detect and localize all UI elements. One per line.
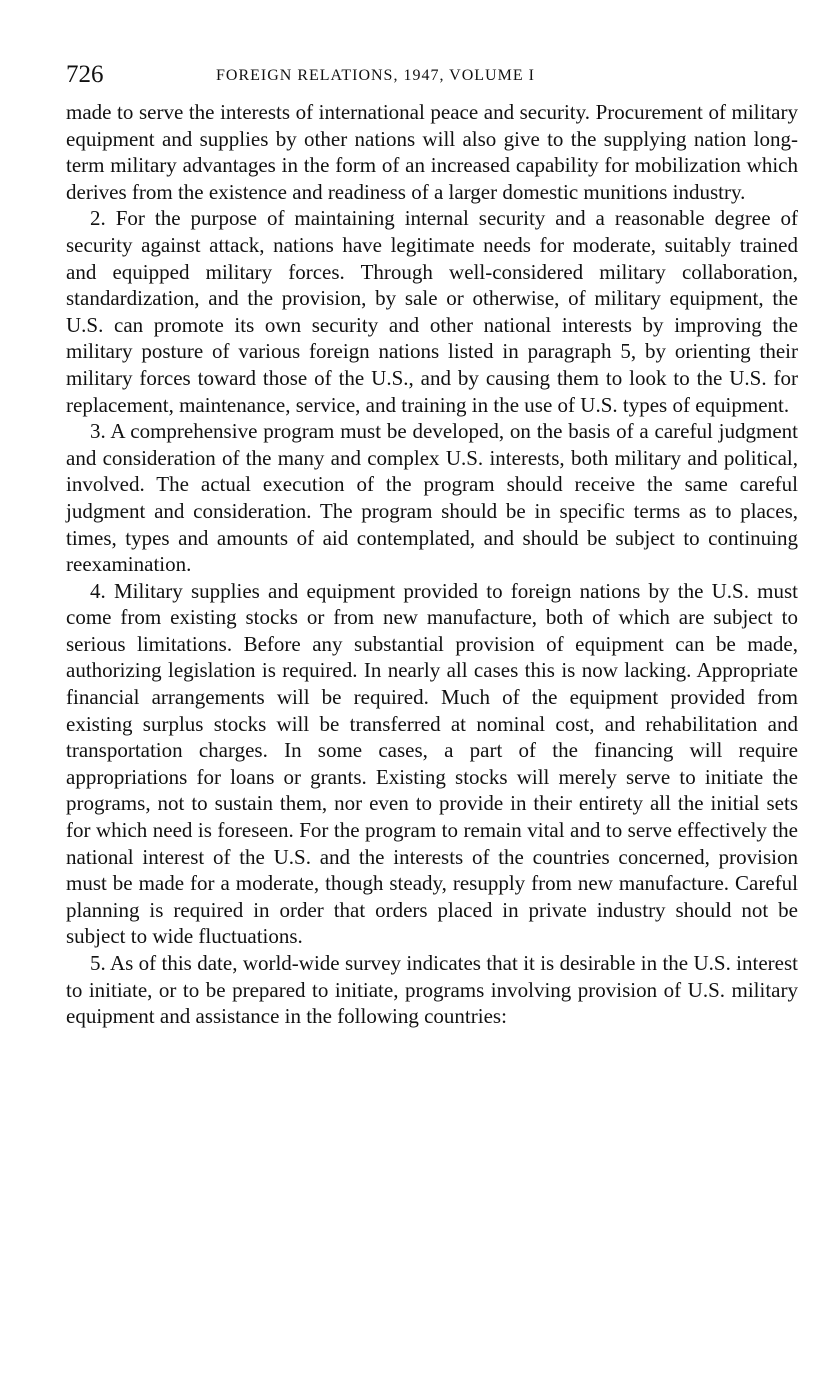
document-page bbox=[66, 58, 798, 1030]
body-text bbox=[66, 99, 798, 1030]
paragraph-3: 3. A comprehensive program must be developed, on the basis of a careful judgment and consideration of the many and complex U.S. interests, both military and political, involved. The actual execution of the program should receive the same careful judgment and consideration. The program should be in specific terms as to places, times, types and amounts of aid contemplated, and should be subject to continuing reexamination. bbox=[66, 419, 798, 577]
paragraph-4: 4. Military supplies and equipment provided to foreign nations by the U.S. must come from existing stocks or from new manufacture, both of which are subject to serious limitations. Before any substantial provision of equipment can be made, authorizing legislation is required. In nearly all cases this is now lacking. Appropriate financial arrangements will be required. Much of the equipment provided from existing surplus stocks will be transferred at nominal cost, and rehabilitation and transportation charges. In some cases, a part of the financing will require appropriations for loans or grants. Existing stocks will merely serve to initiate the programs, not to sustain them, nor even to provide in their entirety all the initial sets for which need is foreseen. For the program to remain vital and to serve effectively the national interest of the U.S. and the interests of the countries concerned, provision must be made for a moderate, though steady, resupply from new manufacture. Careful planning is required in order that orders placed in private industry should not be subject to wide fluctuations. bbox=[66, 578, 798, 949]
page-header bbox=[66, 58, 798, 92]
paragraph-continuation: made to serve the interests of international peace and security. Procurement of military equipment and supplies by other nations will also give to the supplying nation long-term military advantages in the form of an increased capability for mobilization which derives from the existence and readiness of a larger domestic munitions industry. bbox=[66, 100, 798, 204]
paragraph-2: 2. For the purpose of maintaining internal security and a reasonable degree of security against attack, nations have legitimate needs for moderate, suitably trained and equipped military forces. Through well-considered military collaboration, standardization, and the provision, by sale or otherwise, of military equipment, the U.S. can promote its own security and other national interests by improving the military posture of various foreign nations listed in paragraph 5, by orienting their military forces toward those of the U.S., and by causing them to look to the U.S. for replacement, maintenance, service, and training in the use of U.S. types of equipment. bbox=[66, 206, 798, 417]
page-number: 726 bbox=[66, 61, 104, 88]
paragraph-5: 5. As of this date, world-wide survey indicates that it is desirable in the U.S. interest to initiate, or to be prepared to initiate, programs involving provision of U.S. military equipment and assistance in the following countries: bbox=[66, 951, 798, 1029]
running-head: FOREIGN RELATIONS, 1947, VOLUME I bbox=[216, 67, 535, 84]
